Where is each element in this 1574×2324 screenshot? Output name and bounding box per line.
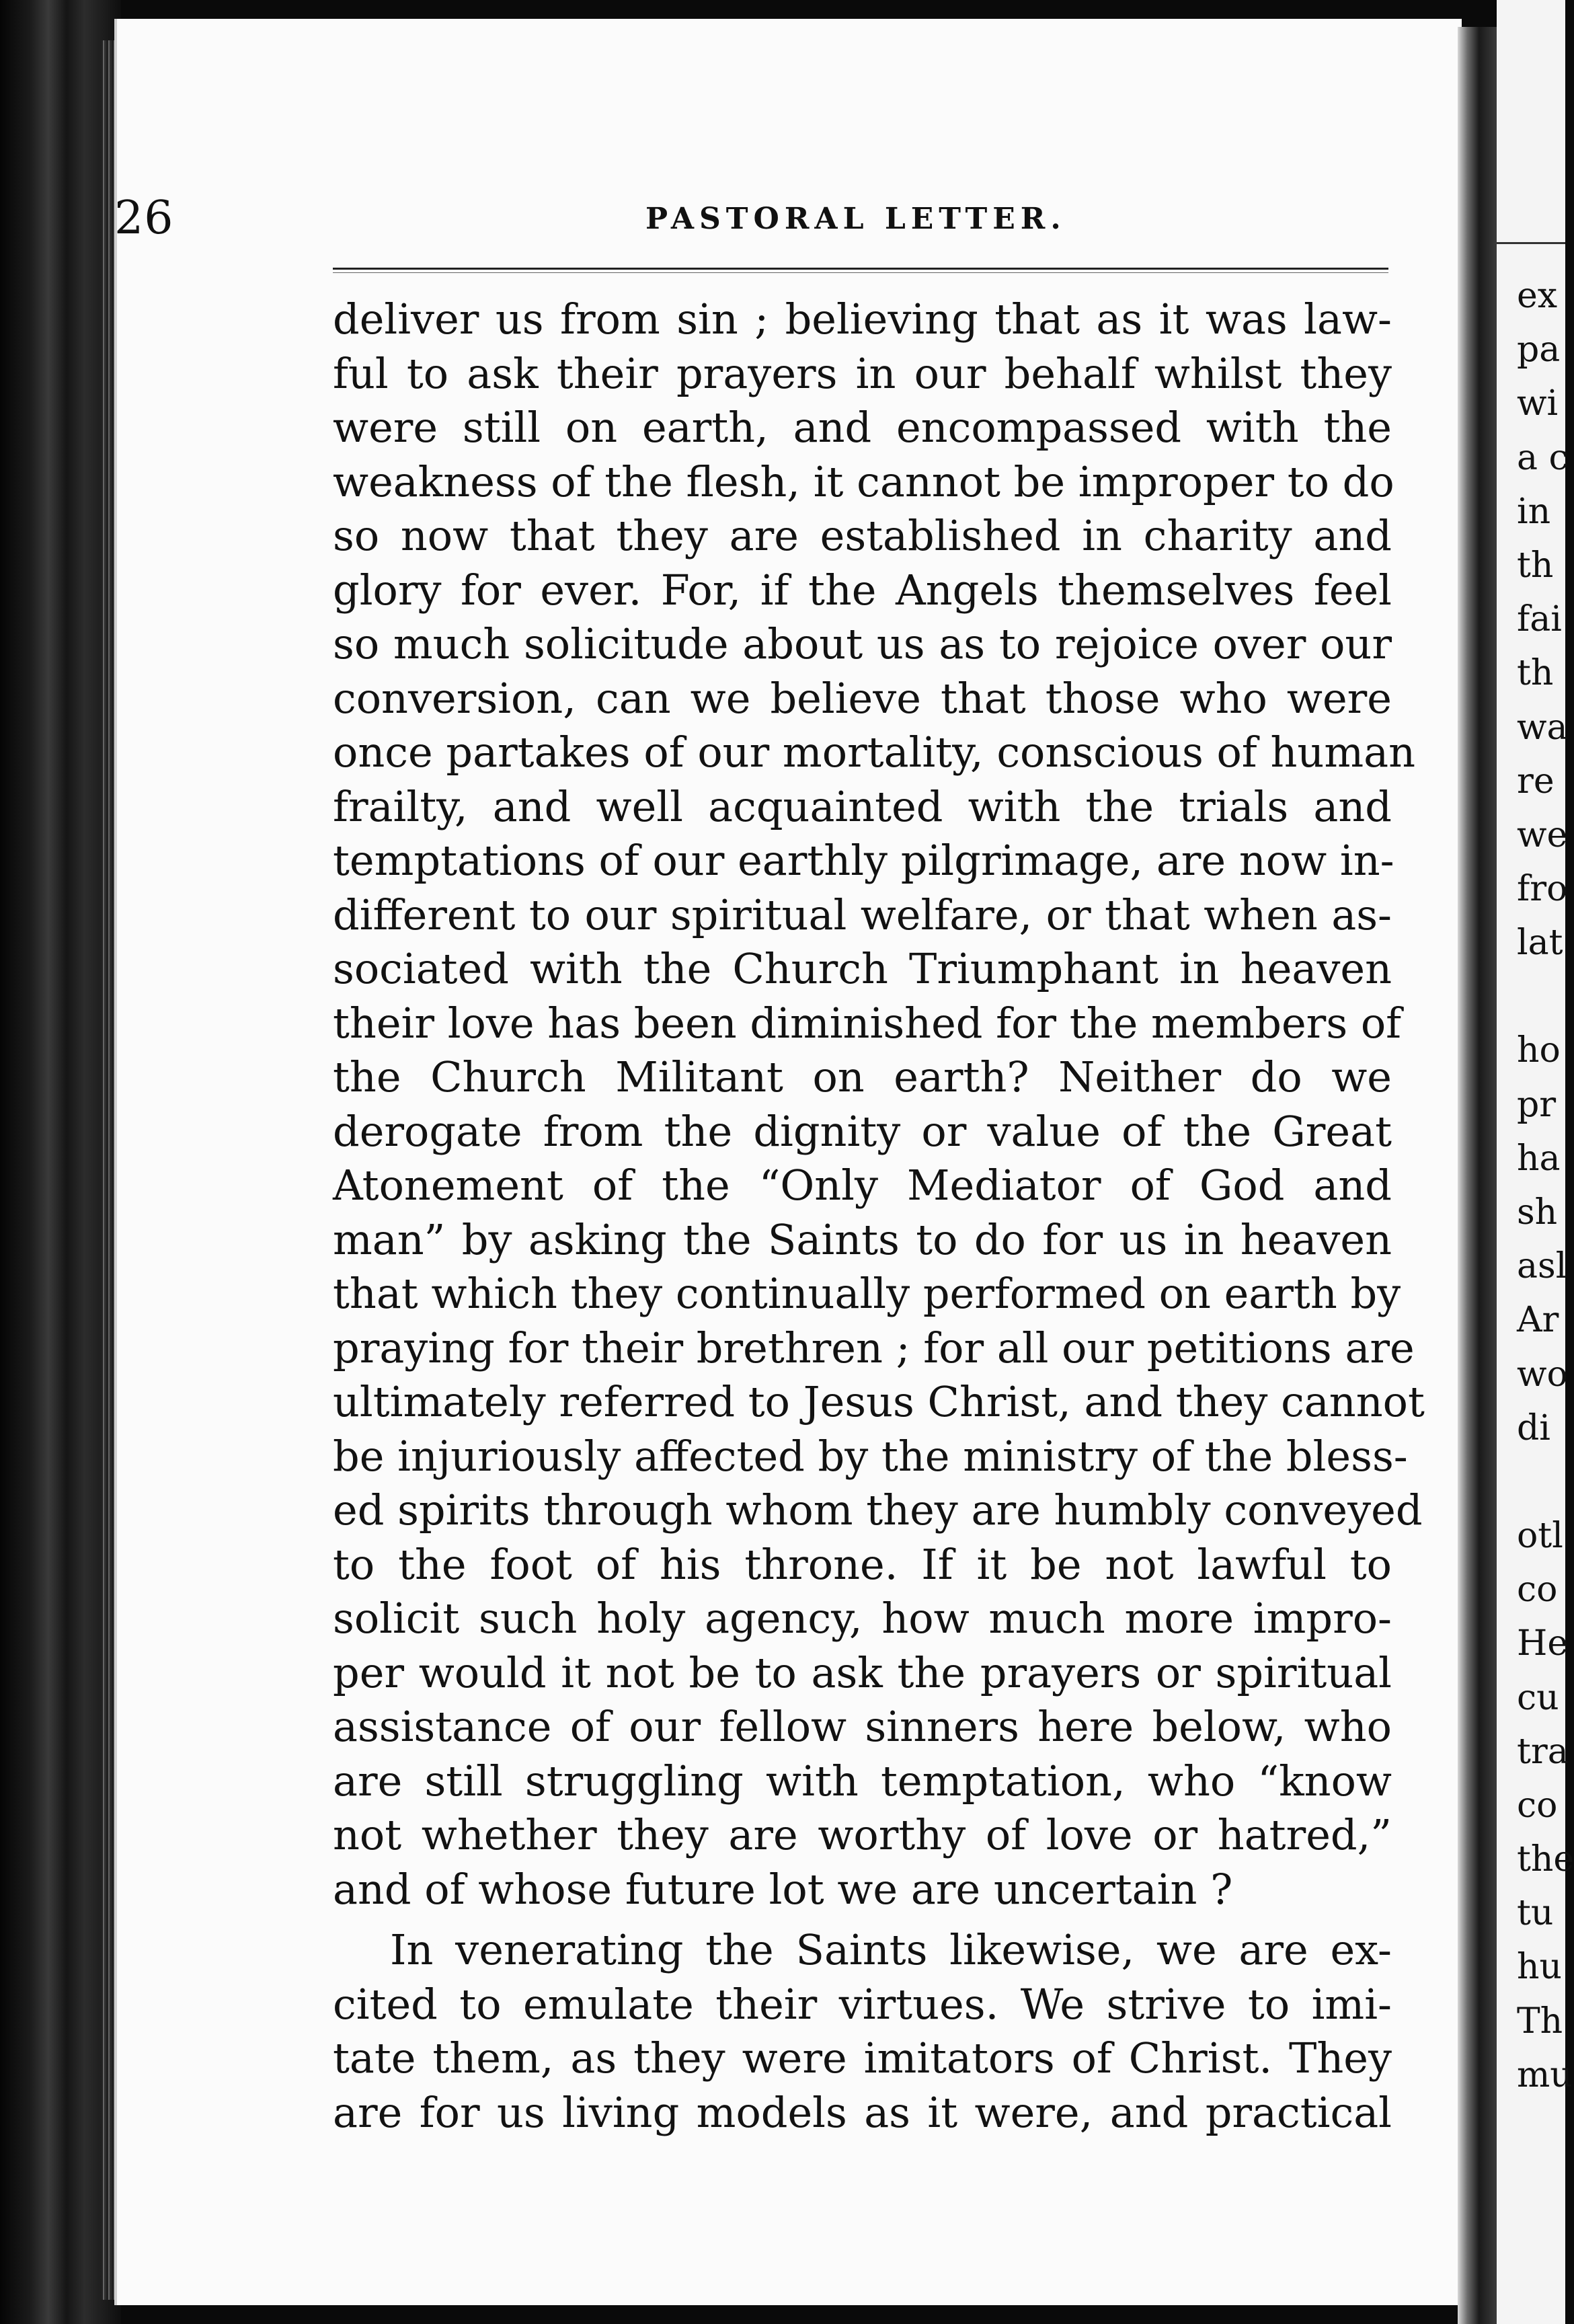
facing-fragment: di bbox=[1517, 1407, 1550, 1448]
facing-fragment: ex bbox=[1517, 276, 1558, 316]
header-rule bbox=[333, 268, 1388, 273]
text-line: per would it not be to ask the prayers or spiritual bbox=[333, 1648, 1392, 1697]
text-line: sociated with the Church Triumphant in heaven bbox=[333, 944, 1392, 993]
facing-fragment: th bbox=[1517, 545, 1554, 586]
facing-fragment: co bbox=[1517, 1570, 1558, 1611]
facing-fragment: tu bbox=[1517, 1893, 1554, 1934]
text-line: are for us living models as it were, and practical bbox=[333, 2087, 1392, 2137]
facing-fragment: Th bbox=[1517, 2001, 1563, 2042]
text-line: so now that they are established in charity and bbox=[333, 511, 1392, 560]
text-line: that which they continually performed on earth by bbox=[333, 1269, 1401, 1318]
facing-fragment: re bbox=[1517, 761, 1555, 802]
facing-fragment bbox=[1517, 1455, 1574, 1509]
text-line: assistance of our fellow sinners here below, who bbox=[333, 1702, 1392, 1751]
facing-fragment: fro bbox=[1517, 869, 1568, 910]
facing-fragment: lat bbox=[1517, 923, 1563, 964]
facing-fragment: tra bbox=[1517, 1731, 1569, 1772]
facing-fragment: wi bbox=[1517, 383, 1559, 424]
text-line: derogate from the dignity or value of the Great bbox=[333, 1106, 1392, 1156]
page-number: 26 bbox=[114, 192, 174, 245]
text-line: ed spirits through whom they are humbly conveyed bbox=[333, 1485, 1423, 1535]
facing-fragment: fai bbox=[1517, 599, 1562, 640]
facing-fragment: ha bbox=[1517, 1138, 1561, 1179]
text-line: conversion, can we believe that those who were bbox=[333, 673, 1392, 723]
facing-fragment: ho bbox=[1517, 1030, 1561, 1071]
text-line: once partakes of our mortality, conscious of human bbox=[333, 728, 1416, 777]
text-line: cited to emulate their virtues. We strive to imi- bbox=[333, 1979, 1392, 2029]
text-line: deliver us from sin ; believing that as it was law- bbox=[333, 295, 1392, 344]
facing-fragment: wo bbox=[1517, 1354, 1568, 1395]
text-line: to the foot of his throne. If it be not lawful to bbox=[333, 1539, 1392, 1589]
facing-fragment: hu bbox=[1517, 1947, 1562, 1988]
text-line: glory for ever. For, if the Angels themselves feel bbox=[333, 565, 1392, 615]
facing-fragment: otl bbox=[1517, 1515, 1563, 1556]
text-line: ultimately referred to Jesus Christ, and they cannot bbox=[333, 1377, 1425, 1426]
text-line: different to our spiritual welfare, or that when as- bbox=[333, 890, 1392, 939]
facing-fragment: th bbox=[1517, 653, 1554, 694]
text-line: weakness of the flesh, it cannot be improper to do bbox=[333, 457, 1394, 506]
text-line: tate them, as they were imitators of Christ. They bbox=[333, 2034, 1392, 2083]
facing-fragment: pa bbox=[1517, 330, 1561, 371]
facing-fragment: in bbox=[1517, 491, 1551, 532]
text-line: frailty, and well acquainted with the trials and bbox=[333, 781, 1392, 831]
text-line: temptations of our earthly pilgrimage, are now in- bbox=[333, 836, 1394, 885]
text-line: be injuriously affected by the ministry of the bless- bbox=[333, 1431, 1408, 1481]
facing-page bbox=[1497, 0, 1574, 2324]
text-line: man” by asking the Saints to do for us in heaven bbox=[333, 1214, 1392, 1264]
text-line: Atonement of the “Only Mediator of God and bbox=[333, 1161, 1392, 1210]
facing-fragment bbox=[1517, 970, 1574, 1023]
facing-fragment: Ar bbox=[1517, 1300, 1559, 1341]
text-line: In venerating the Saints likewise, we are ex- bbox=[390, 1925, 1392, 1974]
text-line: their love has been diminished for the members of bbox=[333, 998, 1402, 1048]
text-line: praying for their brethren ; for all our petitions are bbox=[333, 1323, 1415, 1372]
text-line: solicit such holy agency, how much more impro- bbox=[333, 1594, 1392, 1643]
text-line: ful to ask their prayers in our behalf whilst they bbox=[333, 348, 1392, 398]
text-line: are still struggling with temptation, who “know bbox=[333, 1756, 1392, 1806]
facing-fragment: asl bbox=[1517, 1246, 1567, 1287]
facing-fragment: mu bbox=[1517, 2054, 1573, 2095]
facing-fragment: the bbox=[1517, 1839, 1574, 1880]
facing-fragment: co bbox=[1517, 1785, 1558, 1826]
facing-fragment: we bbox=[1517, 814, 1568, 855]
facing-fragment: wa bbox=[1517, 707, 1568, 748]
facing-header-rule bbox=[1497, 242, 1565, 244]
facing-fragment: pr bbox=[1517, 1084, 1557, 1125]
text-line: so much solicitude about us as to rejoice over our bbox=[333, 619, 1392, 668]
running-title: PASTORAL LETTER. bbox=[645, 202, 1066, 236]
text-line: and of whose future lot we are uncertain ? bbox=[333, 1864, 1233, 1914]
text-line: the Church Militant on earth? Neither do we bbox=[333, 1052, 1392, 1101]
facing-fragment: He bbox=[1517, 1623, 1569, 1664]
page-gutter bbox=[1458, 27, 1497, 2324]
facing-page-text bbox=[1517, 269, 1574, 2102]
text-line: were still on earth, and encompassed with the bbox=[333, 403, 1392, 452]
facing-fragment: cu bbox=[1517, 1677, 1559, 1718]
facing-fragment: a c bbox=[1517, 437, 1569, 478]
text-line: not whether they are worthy of love or hatred,” bbox=[333, 1810, 1392, 1859]
body-text bbox=[333, 293, 1425, 2140]
facing-fragment: sh bbox=[1517, 1192, 1558, 1233]
